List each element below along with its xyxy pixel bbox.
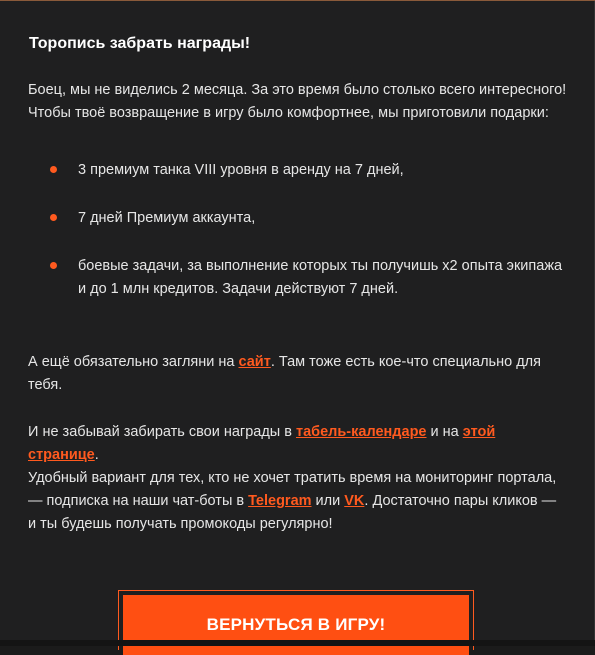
bullet-icon bbox=[50, 166, 57, 173]
page-title: Торопись забрать награды! bbox=[29, 35, 251, 52]
site-link[interactable]: сайт bbox=[238, 354, 271, 370]
return-to-game-button[interactable]: ВЕРНУТЬСЯ В ИГРУ! bbox=[123, 595, 469, 655]
rewards-page-link[interactable]: этой странице bbox=[28, 424, 496, 463]
bottom-edge bbox=[0, 640, 595, 646]
rewards-text-after: . bbox=[94, 447, 99, 463]
rewards-text-middle: и на bbox=[426, 424, 463, 440]
rewards-text-before: И не забывай забирать свои награды в bbox=[28, 424, 296, 440]
telegram-link[interactable]: Telegram bbox=[248, 493, 312, 509]
rewards-paragraph bbox=[28, 421, 568, 467]
gift-item: 3 премиум танка VIII уровня в аренду на 7 дней, bbox=[78, 162, 404, 178]
bots-text-middle: или bbox=[311, 493, 345, 509]
email-card bbox=[0, 1, 595, 646]
bullet-icon bbox=[50, 214, 57, 221]
bullet-icon bbox=[50, 262, 57, 269]
bots-text-after: . Достаточно пары кликов — и ты будешь получать промокоды регулярно! bbox=[28, 493, 557, 532]
site-text-after: . Там тоже есть кое-что специально для тебя. bbox=[28, 354, 541, 393]
site-paragraph bbox=[28, 351, 568, 397]
gift-item: боевые задачи, за выполнение которых ты получишь x2 опыта экипажа и до 1 млн кредитов. Задачи действуют 7 дней. bbox=[78, 258, 563, 297]
gift-item: 7 дней Премиум аккаунта, bbox=[78, 210, 256, 226]
calendar-link[interactable]: табель-календаре bbox=[296, 424, 427, 440]
vk-link[interactable]: VK bbox=[344, 493, 365, 509]
site-text-before: А ещё обязательно загляни на bbox=[28, 354, 239, 370]
bots-text-before: Удобный вариант для тех, кто не хочет тратить время на мониторинг портала, — подписка на наши чат-боты в bbox=[28, 470, 557, 509]
intro-text: Боец, мы не виделись 2 месяца. За это время было столько всего интересного! Чтобы твоё возвращение в игру было комфортнее, мы приготовили подарки: bbox=[28, 82, 567, 121]
bots-paragraph bbox=[28, 467, 568, 536]
